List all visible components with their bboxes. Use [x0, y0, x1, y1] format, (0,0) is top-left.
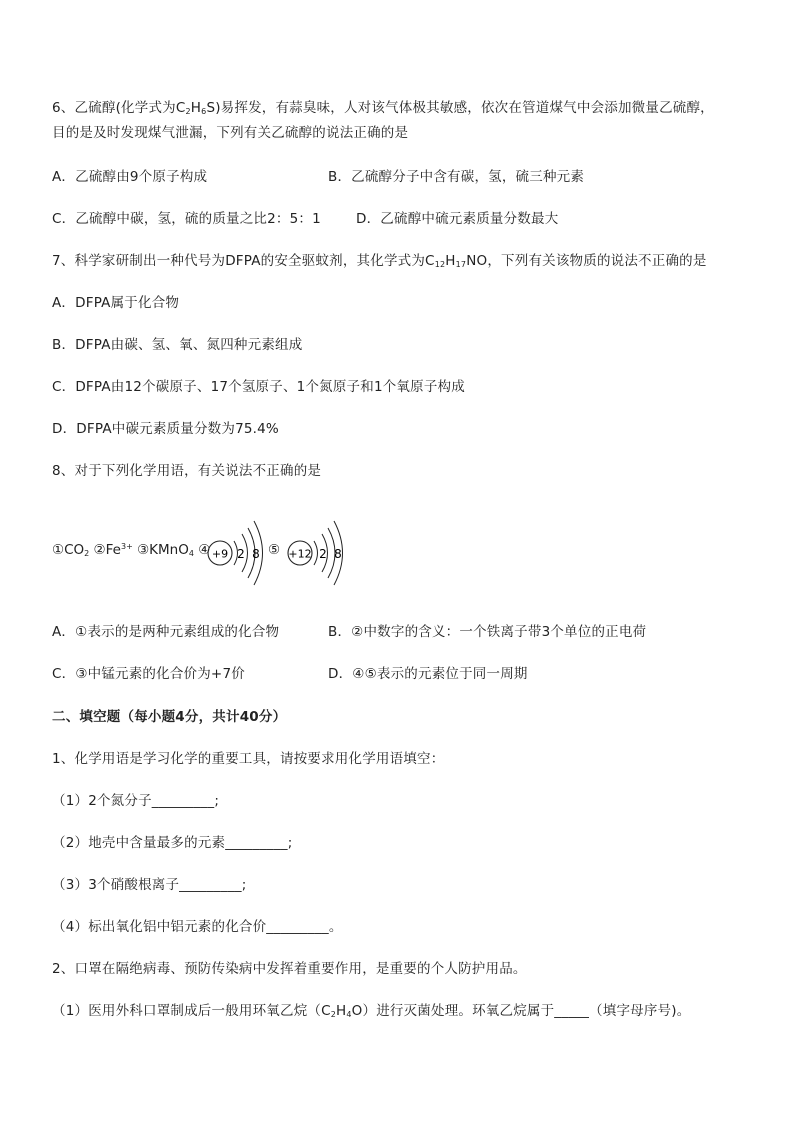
atom-structure-diagram-1	[204, 508, 274, 598]
f2-stem: 2、口罩在隔绝病毒、预防传染病中发挥着重要作用，是重要的个人防护用品。	[52, 961, 527, 977]
q7-option-c: C．DFPA由12个碳原子、17个氢原子、1个氮原子和1个氧原子构成	[52, 379, 465, 395]
q6-option-b: B．乙硫醇分子中含有碳，氢，硫三种元素	[328, 169, 585, 185]
q6-option-c: C．乙硫醇中碳，氢，硫的质量之比2：5：1	[52, 211, 321, 227]
q8-symbols-text: $①CO_2$ $②Fe^{3+}$ ③KMnO$_4$ ④	[52, 542, 211, 558]
f1-item-3: （3）3个硝酸根离子_________;	[52, 877, 247, 893]
q6-stem-line2: 目的是及时发现煤气泄漏，下列有关乙硫醇的说法正确的是	[52, 125, 409, 141]
nucleus-charge: +9	[211, 547, 229, 561]
nucleus-charge: +12	[288, 547, 312, 561]
f2-item-1: （1）医用外科口罩制成后一般用环氧乙烷$(C_2H_4O)$进行灭菌处理。环氧乙烷属于_____（填字母序号)。	[52, 1003, 691, 1019]
q8-symbol-5: ⑤	[268, 542, 281, 558]
shell-arc-1	[314, 541, 318, 565]
f1-item-2: （2）地壳中含量最多的元素_________;	[52, 835, 293, 851]
shell-count-1: 2	[237, 547, 245, 561]
q8-stem: 8、对于下列化学用语，有关说法不正确的是	[52, 463, 322, 479]
q8-option-b: B．②中数字的含义：一个铁离子带3个单位的正电荷	[328, 624, 647, 640]
q8-symbol-row	[52, 508, 372, 598]
q7-option-d: D．DFPA中碳元素质量分数为75.4%	[52, 421, 279, 437]
shell-count-2: 8	[252, 547, 260, 561]
q7-stem: 7、科学家研制出一种代号为DFPA的安全驱蚊剂，其化学式为$C_{12}H_{17}NO$，下列有关该物质的说法不正确的是	[52, 253, 707, 269]
shell-count-2: 8	[334, 547, 342, 561]
f1-item-1: （1）2个氮分子_________;	[52, 793, 220, 809]
q6-option-a: A．乙硫醇由9个原子构成	[52, 169, 208, 185]
atom-structure-diagram-2	[284, 508, 364, 598]
q8-option-a: A．①表示的是两种元素组成的化合物	[52, 624, 280, 640]
shell-count-1: 2	[319, 547, 327, 561]
q7-option-a: A．DFPA属于化合物	[52, 295, 180, 311]
f1-stem: 1、化学用语是学习化学的重要工具，请按要求用化学用语填空：	[52, 751, 445, 767]
q7-option-b: B．DFPA由碳、氢、氧、氮四种元素组成	[52, 337, 303, 353]
section-heading: 二、填空题（每小题4分，共计40分）	[52, 709, 287, 725]
q8-option-c: C．③中锰元素的化合价为+7价	[52, 666, 245, 682]
f1-item-4: （4）标出氧化铝中铝元素的化合价_________。	[52, 919, 343, 935]
q6-stem-line1: 6、乙硫醇(化学式为$C_2H_6S$)易挥发，有蒜臭味，人对该气体极其敏感，依次在管道煤气中会添加微量乙硫醇，	[52, 100, 714, 116]
q6-option-d: D．乙硫醇中硫元素质量分数最大	[356, 211, 559, 227]
q8-option-d: D．④⑤表示的元素位于同一周期	[328, 666, 528, 682]
